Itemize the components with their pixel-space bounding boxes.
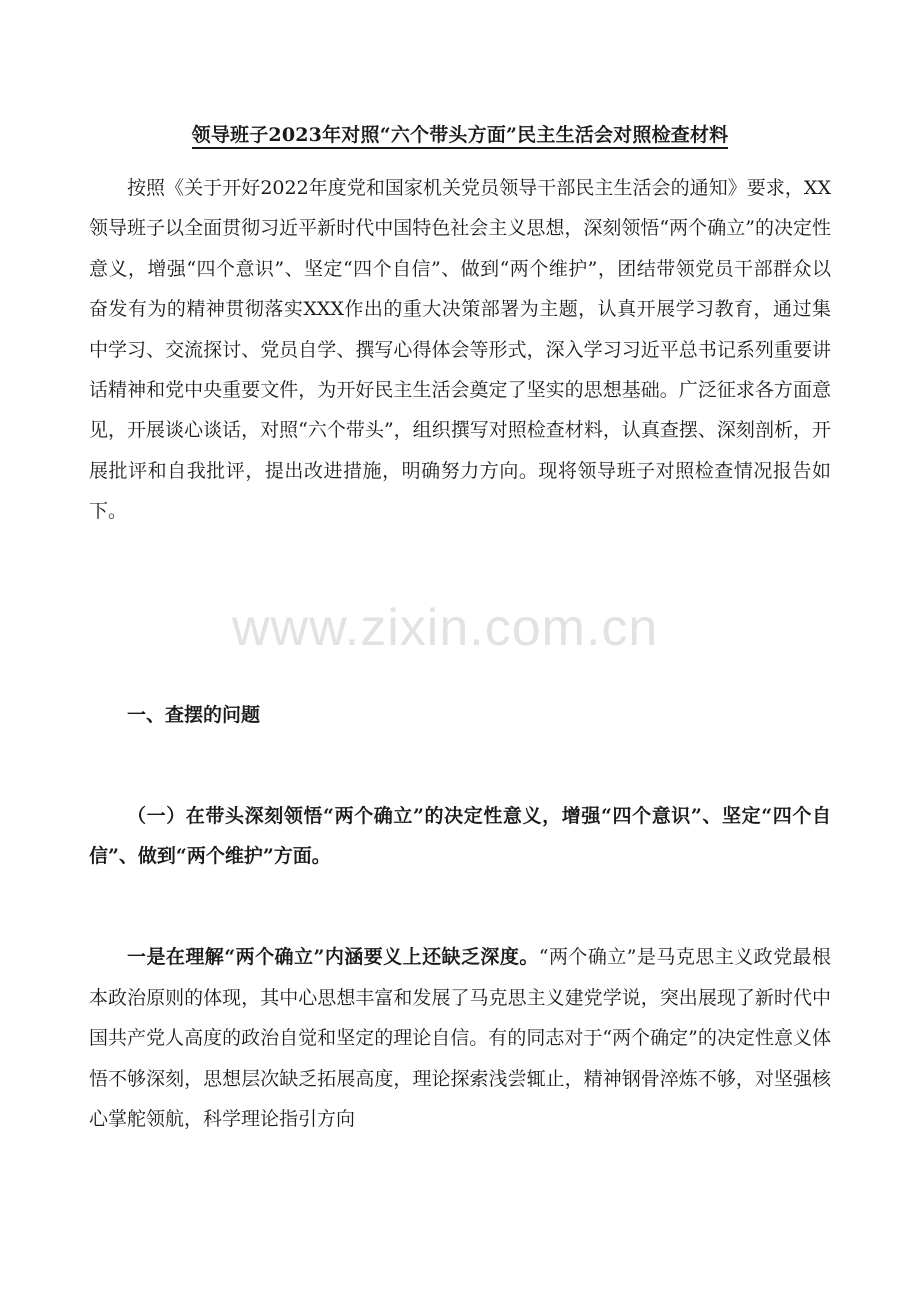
point-body: “两个确立”是马克思主义政党最根本政治原则的体现，其中心思想丰富和发展了马克思主义建党学说，突出展现了新时代中国共产党人高度的政治自觉和坚定的理论自信。有的同志对于“两个确定”的决定性意义体悟不够深刻，思想层次缺乏拓展高度，理论探索浅尝辄止，精神钢骨淬炼不够，对坚强核心掌舵领航，科学理论指引方向 bbox=[89, 946, 831, 1131]
subsection-heading: （一）在带头深刻领悟“两个确立”的决定性意义，增强“四个意识”、坚定“四个自信”、做到“两个维护”方面。 bbox=[89, 805, 831, 867]
document-title-text: 领导班子2023年对照“六个带头方面”民主生活会对照检查材料 bbox=[192, 124, 729, 149]
document-title bbox=[90, 119, 830, 151]
point-lead: 一是在理解“两个确立”内涵要义上还缺乏深度。 bbox=[127, 946, 539, 968]
intro-paragraph: 按照《关于开好2022年度党和国家机关党员领导干部民主生活会的通知》要求，XX领导班子以全面贯彻习近平新时代中国特色社会主义思想，深刻领悟“两个确立”的决定性意义，增强“四个意识”、坚定“四个自信”、做到“两个维护”，团结带领党员干部群众以奋发有为的精神贯彻落实XXX作出的重大决策部署为主题，认真开展学习教育，通过集中学习、交流探讨、党员自学、撰写心得体会等形式，深入学习习近平总书记系列重要讲话精神和党中央重要文件，为开好民主生活会奠定了坚实的思想基础。广泛征求各方面意见，开展谈心谈话，对照“六个带头”，组织撰写对照检查材料，认真查摆、深刻剖析，开展批评和自我批评，提出改进措施，明确努力方向。现将领导班子对照检查情况报告如下。 bbox=[89, 177, 831, 523]
watermark-text: www.zixin.com.cn bbox=[232, 599, 659, 657]
point-paragraph bbox=[89, 937, 831, 1140]
section-heading: 一、查摆的问题 bbox=[127, 704, 261, 726]
